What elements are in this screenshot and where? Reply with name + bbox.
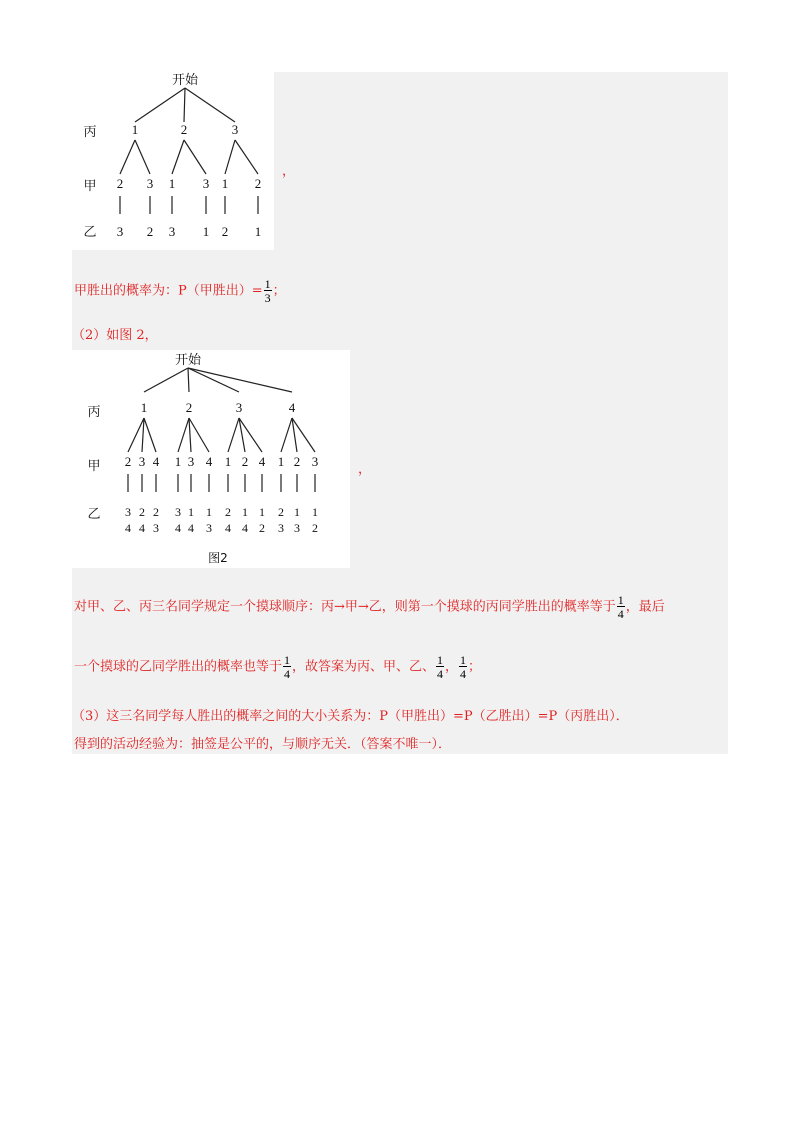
tree1-edge: [135, 140, 150, 174]
tree1-edge: [135, 88, 185, 122]
probability-jia-text: 甲胜出的概率为：P（甲胜出）=: [74, 283, 263, 299]
tree2-node-level2: 1: [224, 454, 232, 469]
tree2-node-level3: 3: [125, 505, 131, 519]
tree2-node-level3: 1: [312, 505, 318, 519]
tree2-node-level2: 3: [138, 454, 146, 469]
tree2-row-label: 丙: [87, 405, 101, 420]
tree1-row-label: 甲: [83, 179, 97, 194]
tree2-node-level3: 4: [175, 521, 181, 535]
tree2-row-label: 乙: [87, 507, 101, 522]
tree1-node-level1: 2: [180, 122, 188, 137]
tree-diagram-1: [72, 72, 274, 250]
tree2-node-level3: 2: [153, 505, 159, 519]
tree2-row-label: 甲: [87, 459, 101, 474]
part-3-relationship: （3）这三名同学每人胜出的概率之间的大小关系为：P（甲胜出）=P（乙胜出）=P（丙胜出）．: [72, 709, 629, 724]
tree2-edge: [292, 418, 297, 452]
tree2-node-level2: 1: [174, 454, 182, 469]
tree1-node-level2: 2: [254, 176, 262, 191]
tree1-edge: [120, 140, 135, 174]
tree2-edge: [188, 368, 292, 392]
fraction-one-fourth-d: $\frac{1}{4}$: [460, 653, 467, 681]
tree1-node-level3: 3: [168, 224, 176, 239]
order-paragraph-line-1: 对甲、乙、丙三名同学规定一个摸球顺序：丙→甲→乙，则第一个摸球的丙同学胜出的概率等于 $\frac{1}{4}$ ，最后: [74, 593, 665, 621]
tree2-node-level3: 1: [242, 505, 248, 519]
comma-after-figure-2: ，: [358, 462, 372, 477]
tree1-root-label: 开始: [171, 73, 199, 88]
tree1-edge: [184, 88, 185, 122]
tree2-node-level2: 2: [293, 454, 301, 469]
tree2-node-level3: 3: [175, 505, 181, 519]
tree2-node-level1: 3: [235, 400, 243, 415]
tree1-edge: [225, 140, 235, 174]
tree2-node-level3: 3: [294, 521, 300, 535]
tree1-edge: [184, 140, 206, 174]
tree2-node-level3: 4: [139, 521, 145, 535]
tree1-node-level1: 1: [131, 122, 139, 137]
answer-block: [72, 72, 728, 754]
tree2-edge: [189, 418, 191, 452]
probability-jia-line: 甲胜出的概率为：P（甲胜出）= $\frac{1}{3}$ ；: [74, 277, 286, 305]
tree2-root-label: 开始: [174, 353, 202, 368]
tree2-node-level2: 3: [187, 454, 195, 469]
tree2-node-level2: 2: [241, 454, 249, 469]
tree2-node-level2: 2: [124, 454, 132, 469]
fraction-one-fourth-a: $\frac{1}{4}$: [617, 593, 624, 621]
tree2-edge: [188, 368, 189, 392]
tree2-edge: [144, 418, 156, 452]
tree2-node-level3: 2: [259, 521, 265, 535]
tree2-node-level3: 3: [278, 521, 284, 535]
tree2-node-level3: 2: [278, 505, 284, 519]
tree1-edge: [172, 140, 184, 174]
tree2-edge: [144, 368, 188, 392]
fraction-one-fourth-b: $\frac{1}{4}$: [284, 653, 291, 681]
tree2-node-level3: 3: [153, 521, 159, 535]
part-2-heading: （2）如图 2，: [72, 328, 158, 343]
tree2-node-level3: 1: [188, 505, 194, 519]
tree1-node-level3: 2: [221, 224, 229, 239]
tree2-edge: [189, 418, 209, 452]
tree2-node-level3: 1: [294, 505, 300, 519]
tree2-node-level2: 4: [205, 454, 213, 469]
tree2-edge: [142, 418, 144, 452]
tree2-node-level1: 2: [185, 400, 193, 415]
tree1-row-label: 丙: [83, 125, 97, 140]
tree2-node-level1: 4: [288, 400, 296, 415]
tree1-node-level1: 3: [231, 122, 239, 137]
fraction-one-fourth-c: $\frac{1}{4}$: [437, 653, 444, 681]
tree-diagram-2: [72, 350, 350, 568]
tree2-edge: [128, 418, 144, 452]
tree1-node-level2: 1: [221, 176, 229, 191]
tree2-edge: [292, 418, 315, 452]
tree2-node-level3: 4: [225, 521, 231, 535]
tree2-node-level3: 1: [259, 505, 265, 519]
tree2-edge: [228, 418, 239, 452]
tree2-node-level2: 4: [152, 454, 160, 469]
tree2-edge: [188, 368, 239, 392]
tree1-node-level3: 3: [116, 224, 124, 239]
tree1-node-level2: 3: [146, 176, 154, 191]
tree2-node-level3: 2: [225, 505, 231, 519]
tree1-node-level3: 1: [254, 224, 262, 239]
tree1-node-level2: 3: [202, 176, 210, 191]
tree1-node-level3: 1: [202, 224, 210, 239]
tree2-node-level2: 1: [277, 454, 285, 469]
tree2-node-level3: 1: [206, 505, 212, 519]
comma-after-figure-1: ，: [282, 164, 296, 179]
part-3-experience: 得到的活动经验为：抽签是公平的，与顺序无关．（答案不唯一）．: [74, 737, 452, 752]
tree2-node-level2: 4: [258, 454, 266, 469]
fraction-one-third: $\frac{1}{3}$: [264, 277, 271, 305]
tree1-node-level2: 1: [168, 176, 176, 191]
tree2-node-level3: 2: [312, 521, 318, 535]
tree2-node-level2: 3: [311, 454, 319, 469]
tree2-node-level3: 4: [125, 521, 131, 535]
tree1-edge: [235, 140, 258, 174]
tree1-edge: [185, 88, 235, 122]
tree2-node-level1: 1: [140, 400, 148, 415]
tree2-edge: [178, 418, 189, 452]
tree2-node-level3: 4: [242, 521, 248, 535]
order-paragraph-line-2: 一个摸球的乙同学胜出的概率也等于 $\frac{1}{4}$ ，故答案为丙、甲、乙、 $\frac{1}{4}$ ， $\frac{1}{4}$ ；: [74, 653, 482, 681]
tree2-caption: 图2: [208, 551, 228, 565]
tree2-node-level3: 2: [139, 505, 145, 519]
tree2-node-level3: 4: [188, 521, 194, 535]
tree2-node-level3: 3: [206, 521, 212, 535]
tree1-node-level3: 2: [146, 224, 154, 239]
tree1-row-label: 乙: [83, 225, 97, 240]
tree2-edge: [281, 418, 292, 452]
tree1-node-level2: 2: [116, 176, 124, 191]
